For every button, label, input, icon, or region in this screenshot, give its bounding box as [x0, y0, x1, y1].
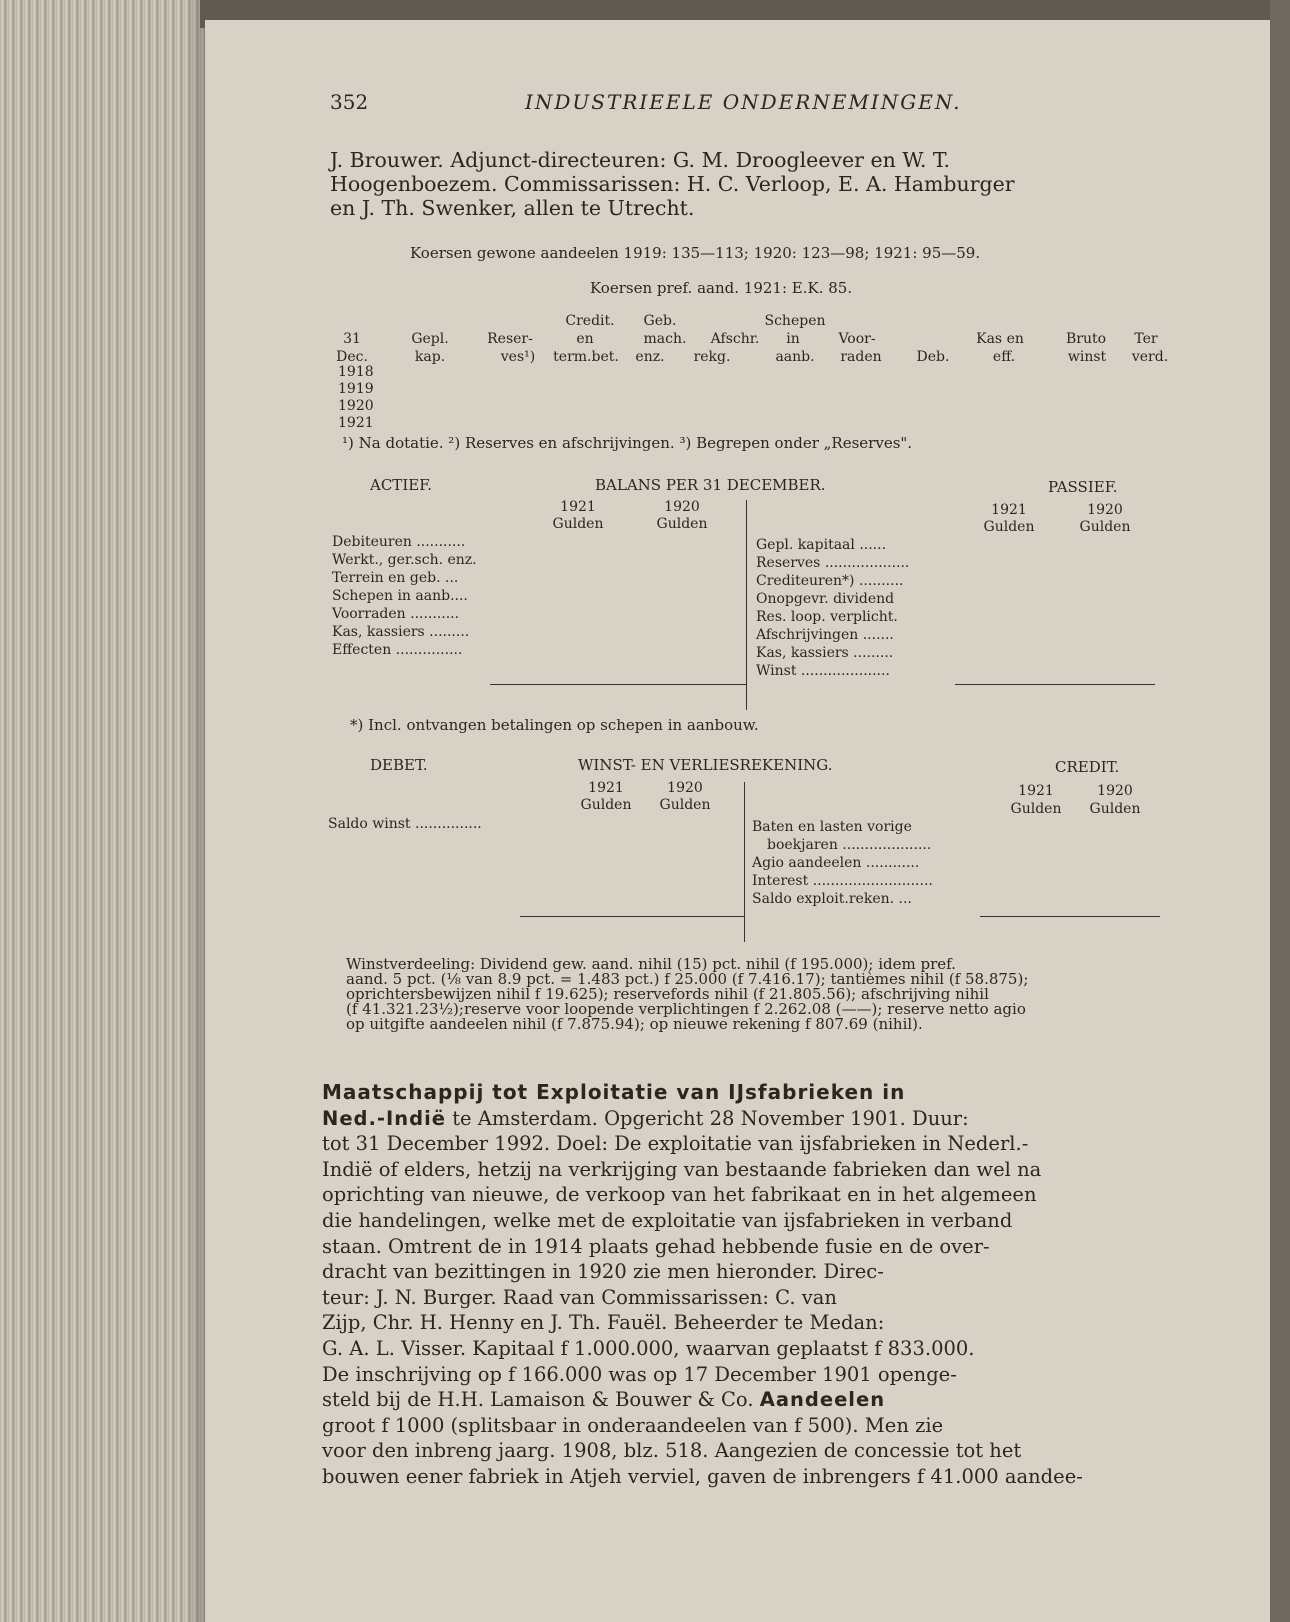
passief-label: Res. loop. verplicht. — [756, 609, 898, 625]
balans-total-rule-left — [490, 684, 746, 685]
article-line: teur: J. N. Burger. Raad van Commissarissen: C. van — [322, 1285, 837, 1309]
history-header-cell: eff. — [992, 349, 1016, 365]
history-footnote: ¹) Na dotatie. ²) Reserves en afschrijvingen. ³) Begrepen onder „Reserves". — [342, 434, 913, 452]
winst-divider — [744, 782, 745, 942]
history-header-cell: ves¹) — [500, 349, 536, 365]
history-header-cell: Credit. — [565, 313, 615, 329]
article-line: tot 31 December 1992. Doel: De exploitatie van ijsfabrieken in Nederl.- — [322, 1132, 1029, 1156]
actief-label: Schepen in aanb.... — [332, 588, 468, 604]
history-header-cell: Dec. — [336, 349, 368, 365]
koersen-pref: Koersen pref. aand. 1921: E.K. 85. — [590, 279, 853, 297]
balans-year: 1920 — [1087, 502, 1123, 518]
history-header-cell: rekg. — [693, 349, 731, 365]
history-header-cell: Kas en — [976, 331, 1024, 347]
passief-label: Kas, kassiers ......... — [756, 645, 894, 661]
history-header-cell: Gepl. — [411, 331, 449, 347]
winstverdeeling-line: (f 41.321.23½);reserve voor loopende verplichtingen f 2.262.08 (——); reserve netto agio — [346, 1000, 1026, 1018]
winstverdeeling-line: aand. 5 pct. (⅛ van 8.9 pct. = 1.483 pct.) f 25.000 (f 7.416.17); tantièmes nihil (f 58.875); — [346, 970, 1029, 988]
article-line: voor den inbreng jaarg. 1908, blz. 518. Aangezien de concessie tot het — [322, 1439, 1022, 1463]
balans-title: BALANS PER 31 DECEMBER. — [595, 476, 826, 494]
history-header-cell: in — [786, 331, 800, 347]
history-header-cell: Voor- — [838, 331, 876, 347]
balans-unit: Gulden — [656, 516, 708, 532]
history-year: 1919 — [338, 381, 374, 397]
balans-total-rule-right — [955, 684, 1155, 685]
history-header-cell: winst — [1067, 349, 1107, 365]
koersen-gewone: Koersen gewone aandeelen 1919: 135—113; 1920: 123—98; 1921: 95—59. — [410, 244, 981, 262]
balans-year: 1921 — [560, 499, 596, 515]
history-year: 1920 — [338, 398, 374, 414]
article-line: G. A. L. Visser. Kapitaal f 1.000.000, waarvan geplaatst f 833.000. — [322, 1336, 975, 1360]
running-title: INDUSTRIEELE ONDERNEMINGEN. — [525, 90, 962, 114]
winstverdeeling — [346, 957, 1028, 1032]
passief-label: Gepl. kapitaal ...... — [756, 537, 887, 553]
actief-label: Debiteuren ........... — [332, 534, 466, 550]
debet-label: Saldo winst ............... — [328, 816, 482, 832]
history-header-cell: aanb. — [775, 349, 815, 365]
article-line: oprichting van nieuwe, de verkoop van het fabrikaat en in het algemeen — [322, 1183, 1037, 1207]
intro-line: J. Brouwer. Adjunct-directeuren: G. M. Droogleever en W. T. — [330, 148, 951, 172]
article-line: groot f 1000 (splitsbaar in onderaandeelen van f 500). Men zie — [322, 1413, 944, 1437]
article-line: die handelingen, welke met de exploitatie van ijsfabrieken in verband — [322, 1208, 1013, 1232]
winst-unit: Gulden — [1010, 801, 1062, 817]
intro-paragraph — [330, 148, 1015, 220]
credit-label: Baten en lasten vorige — [752, 819, 912, 835]
winst-unit: Gulden — [659, 797, 711, 813]
history-header-cell: mach. — [643, 331, 687, 347]
balans-unit: Gulden — [1079, 519, 1131, 535]
history-header-cell: Ter — [1134, 331, 1158, 347]
actief-title: ACTIEF. — [370, 476, 433, 494]
right-page-edge — [1270, 0, 1290, 1622]
history-header-cell: Deb. — [916, 349, 950, 365]
winstverdeeling-line: op uitgifte aandeelen nihil (f 7.875.94); op nieuwe rekening f 807.69 (nihil). — [346, 1015, 923, 1033]
credit-title: CREDIT. — [1055, 758, 1120, 776]
article-line: dracht van bezittingen in 1920 zie men hieronder. Direc- — [322, 1260, 884, 1284]
winst-year: 1921 — [1018, 783, 1054, 799]
actief-label: Effecten ............... — [332, 642, 463, 658]
winst-year: 1920 — [667, 780, 703, 796]
winst-unit: Gulden — [580, 797, 632, 813]
aandeelen-heading: Aandeelen — [759, 1388, 886, 1412]
winst-year: 1921 — [588, 780, 624, 796]
history-header-cell: term.bet. — [553, 349, 619, 365]
passief-label: Crediteuren*) .......... — [756, 573, 904, 589]
winstverdeeling-line: oprichtersbewijzen nihil f 19.625); reservefords nihil (f 21.805.56); afschrijving nihil — [346, 985, 989, 1003]
balans-divider — [746, 500, 747, 710]
page-number: 352 — [330, 90, 369, 114]
article-line: Indië of elders, hetzij na verkrijging van bestaande fabrieken dan wel na — [322, 1157, 1042, 1181]
article-title-cont: Ned.-Indië — [322, 1106, 447, 1130]
article — [322, 1080, 1083, 1490]
credit-label: Interest ........................... — [752, 873, 933, 889]
balans-year: 1921 — [991, 502, 1027, 518]
actief-label: Voorraden ........... — [332, 606, 460, 622]
debet-title: DEBET. — [370, 756, 428, 774]
article-line: De inschrijving op f 166.000 was op 17 December 1901 openge- — [322, 1362, 957, 1386]
winst-total-rule-left — [520, 916, 744, 917]
actief-label: Terrein en geb. ... — [332, 570, 459, 586]
history-header-cell: Reser- — [487, 331, 533, 347]
balans-unit: Gulden — [983, 519, 1035, 535]
actief-label: Werkt., ger.sch. enz. — [332, 552, 477, 568]
history-header-cell: verd. — [1131, 349, 1169, 365]
winstverdeeling-line: Winstverdeeling: Dividend gew. aand. nihil (15) pct. nihil (f 195.000); idem pref. — [346, 955, 956, 973]
winst-total-rule-right — [980, 916, 1160, 917]
article-line: steld bij de H.H. Lamaison & Bouwer & Co. — [322, 1388, 754, 1412]
passief-label: Winst .................... — [756, 663, 890, 679]
balans-year: 1920 — [664, 499, 700, 515]
history-header-cell: kap. — [414, 349, 446, 365]
article-title: Maatschappij tot Exploitatie van IJsfabrieken in — [322, 1080, 906, 1104]
article-line: te Amsterdam. Opgericht 28 November 1901. Duur: — [446, 1106, 969, 1130]
credit-label: boekjaren .................... — [767, 837, 932, 853]
actief-label: Kas, kassiers ......... — [332, 624, 470, 640]
history-header-cell: Geb. — [643, 313, 677, 329]
balans-unit: Gulden — [552, 516, 604, 532]
article-line: staan. Omtrent de in 1914 plaats gehad hebbende fusie en de over- — [322, 1234, 990, 1258]
history-header-cell: Afschr. — [710, 331, 760, 347]
book-page-edges — [0, 0, 215, 1622]
history-header-cell: en — [576, 331, 594, 347]
history-header-cell: 31 — [343, 331, 361, 347]
history-header-cell: Schepen — [764, 313, 826, 329]
article-line: bouwen eener fabriek in Atjeh verviel, gaven de inbrengers f 41.000 aandee- — [322, 1464, 1083, 1488]
passief-label: Onopgevr. dividend — [756, 591, 895, 607]
passief-label: Reserves ................... — [756, 555, 910, 571]
credit-label: Saldo exploit.reken. ... — [752, 891, 912, 907]
article-line: Zijp, Chr. H. Henny en J. Th. Fauël. Beheerder te Medan: — [322, 1311, 885, 1335]
history-header-cell: raden — [840, 349, 882, 365]
passief-title: PASSIEF. — [1048, 478, 1118, 496]
credit-label: Agio aandeelen ............ — [752, 855, 920, 871]
history-year: 1921 — [338, 415, 374, 431]
history-year: 1918 — [338, 364, 374, 380]
winst-year: 1920 — [1097, 783, 1133, 799]
intro-line: en J. Th. Swenker, allen te Utrecht. — [330, 196, 695, 220]
winst-unit: Gulden — [1089, 801, 1141, 817]
passief-label: Afschrijvingen ....... — [756, 627, 894, 643]
intro-line: Hoogenboezem. Commissarissen: H. C. Verloop, E. A. Hamburger — [330, 172, 1015, 196]
history-header-cell: enz. — [635, 349, 665, 365]
winst-title: WINST- EN VERLIESREKENING. — [578, 756, 833, 774]
history-header-cell: Bruto — [1065, 331, 1107, 347]
balans-footnote: *) Incl. ontvangen betalingen op schepen in aanbouw. — [350, 716, 759, 734]
